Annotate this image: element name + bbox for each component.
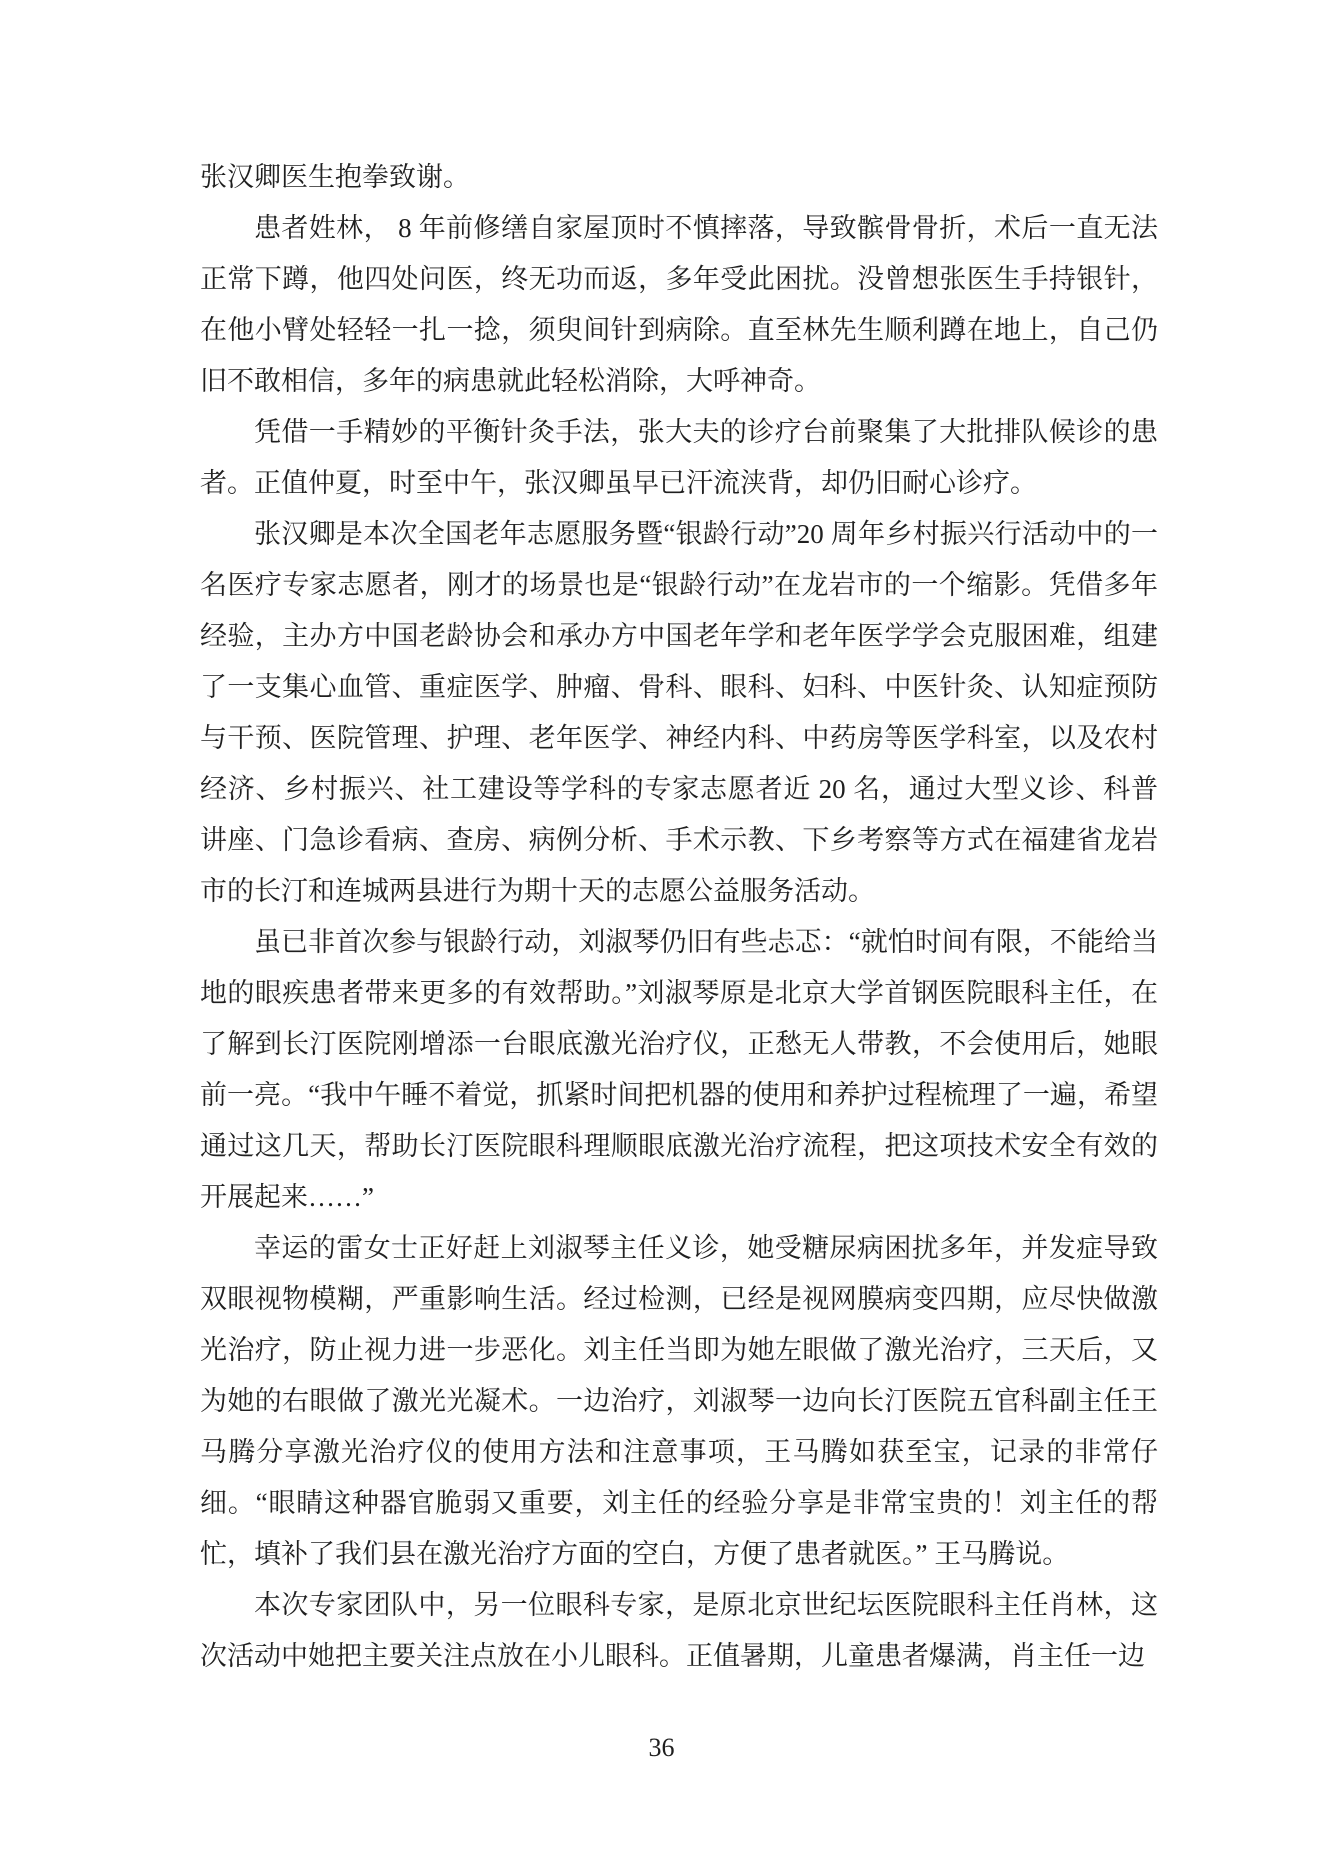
paragraph: 患者姓林， 8 年前修缮自家屋顶时不慎摔落，导致髌骨骨折，术后一直无法正常下蹲，他四处问医，终无功而返，多年受此困扰。没曾想张医生手持银针，在他小臂处轻轻一扎一捻，须臾间针到病除。直至林先生顺利蹲在地上，自己仍旧不敢相信，多年的病患就此轻松消除，大呼神奇。 (200, 213, 1158, 396)
text-content (200, 152, 1158, 1682)
paragraph: 本次专家团队中，另一位眼科专家，是原北京世纪坛医院眼科主任肖林，这次活动中她把主要关注点放在小儿眼科。正值暑期，儿童患者爆满，肖主任一边 (200, 1590, 1158, 1671)
page-number: 36 (648, 1733, 675, 1762)
paragraph: 张汉卿医生抱拳致谢。 (200, 162, 470, 192)
paragraph: 张汉卿是本次全国老年志愿服务暨“银龄行动”20 周年乡村振兴行活动中的一名医疗专家志愿者，刚才的场景也是“银龄行动”在龙岩市的一个缩影。凭借多年经验，主办方中国老龄协会和承办方中国老年学和老年医学学会克服困难，组建了一支集心血管、重症医学、肿瘤、骨科、眼科、妇科、中医针灸、认知症预防与干预、医院管理、护理、老年医学、神经内科、中药房等医学科室，以及农村经济、乡村振兴、社工建设等学科的专家志愿者近 20 名，通过大型义诊、科普讲座、门急诊看病、查房、病例分析、手术示教、下乡考察等方式在福建省龙岩市的长汀和连城两县进行为期十天的志愿公益服务活动。 (200, 519, 1158, 906)
paragraph: 虽已非首次参与银龄行动，刘淑琴仍旧有些忐忑：“就怕时间有限，不能给当地的眼疾患者带来更多的有效帮助。”刘淑琴原是北京大学首钢医院眼科主任，在了解到长汀医院刚增添一台眼底激光治疗仪，正愁无人带教，不会使用后，她眼前一亮。“我中午睡不着觉，抓紧时间把机器的使用和养护过程梳理了一遍，希望通过这几天，帮助长汀医院眼科理顺眼底激光治疗流程，把这项技术安全有效的开展起来……” (200, 927, 1158, 1212)
paragraph: 凭借一手精妙的平衡针灸手法，张大夫的诊疗台前聚集了大批排队候诊的患者。正值仲夏，时至中午，张汉卿虽早已汗流浃背，却仍旧耐心诊疗。 (200, 417, 1158, 498)
paragraph: 幸运的雷女士正好赶上刘淑琴主任义诊，她受糖尿病困扰多年，并发症导致双眼视物模糊，严重影响生活。经过检测，已经是视网膜病变四期，应尽快做激光治疗，防止视力进一步恶化。刘主任当即为她左眼做了激光治疗，三天后，又为她的右眼做了激光光凝术。一边治疗，刘淑琴一边向长汀医院五官科副主任王马腾分享激光治疗仪的使用方法和注意事项，王马腾如获至宝，记录的非常仔细。“眼睛这种器官脆弱又重要，刘主任的经验分享是非常宝贵的！刘主任的帮忙，填补了我们县在激光治疗方面的空白，方便了患者就医。” 王马腾说。 (200, 1233, 1158, 1569)
